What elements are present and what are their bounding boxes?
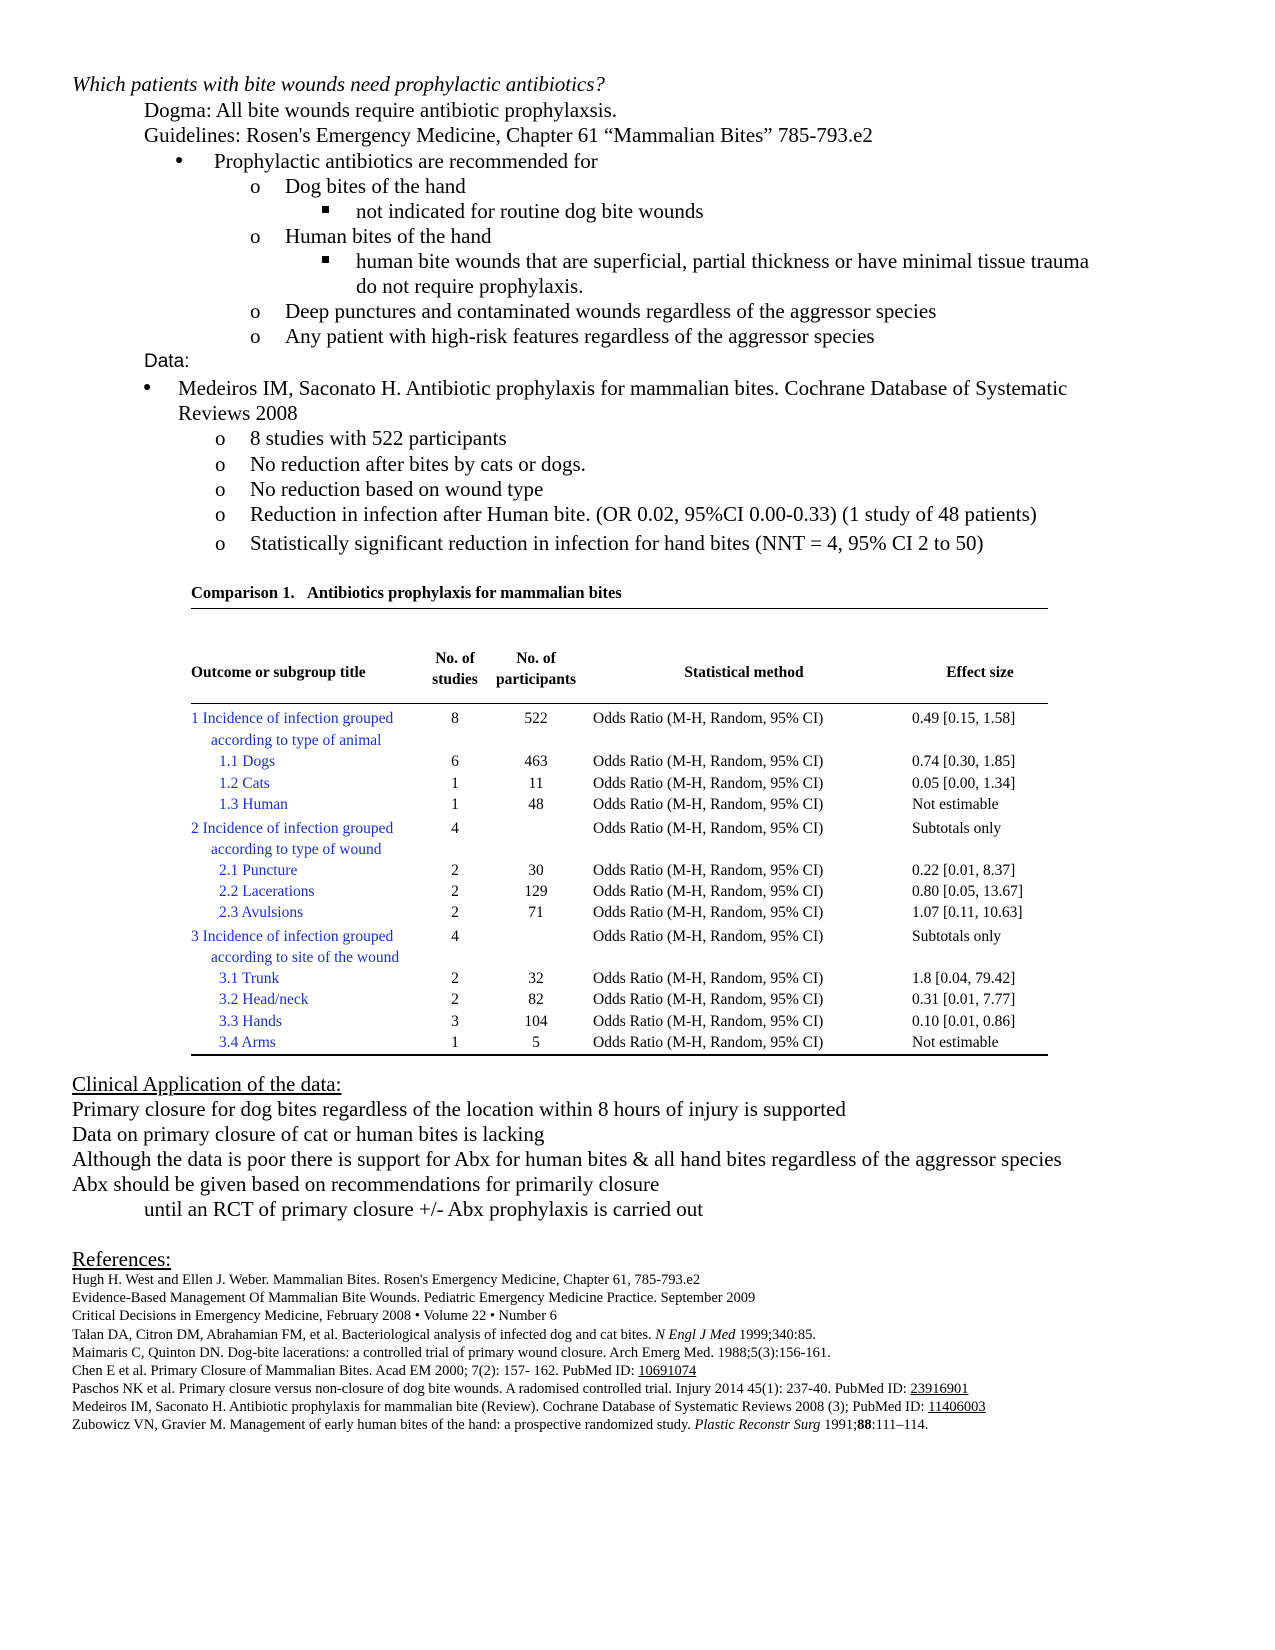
pubmed-link[interactable]: 23916901 [910,1381,969,1397]
row-studies: 4 [451,820,459,837]
clinical-line: Primary closure for dog bites regardless of the location within 8 hours of injury is supported [72,1097,846,1121]
question-heading: Which patients with bite wounds need prophylactic antibiotics? [72,72,605,96]
row-method: Odds Ratio (M-H, Random, 95% CI) [593,883,824,900]
row-effect: 0.22 [0.01, 8.37] [912,862,1016,879]
square-bullet-icon [322,206,329,213]
reference-text: Talan DA, Citron DM, Abrahamian FM, et al. Bacteriological analysis of infected dog and cat bites. [72,1327,656,1343]
row-participants: 32 [528,970,544,987]
row-effect: Not estimable [912,796,999,813]
header-rule [191,703,1048,704]
circle-bullet-icon: o [215,477,226,501]
row-method: Odds Ratio (M-H, Random, 95% CI) [593,820,824,837]
row-title[interactable]: 1 Incidence of infection grouped [191,710,394,727]
circle-bullet-icon: o [250,224,261,248]
row-effect: Subtotals only [912,820,1002,837]
reference-item: Evidence-Based Management Of Mammalian Bite Wounds. Pediatric Emergency Medicine Practice. September 2009 [72,1290,756,1306]
study-line-2: Reviews 2008 [178,401,298,425]
reference-text: 1991; [820,1417,858,1433]
pubmed-link[interactable]: 10691074 [638,1363,697,1379]
dog-note-item: not indicated for routine dog bite wounds [356,199,704,223]
bullet-icon: ● [175,153,184,168]
row-studies: 2 [451,904,459,921]
dogma-line: Dogma: All bite wounds require antibiotic prophylaxsis. [144,98,618,122]
row-studies: 4 [451,928,459,945]
row-participants: 48 [528,796,544,813]
row-effect: 0.49 [0.15, 1.58] [912,710,1016,727]
table-bottom-rule [191,1054,1048,1056]
row-method: Odds Ratio (M-H, Random, 95% CI) [593,928,824,945]
row-effect: Not estimable [912,1034,999,1051]
highrisk-item: Any patient with high-risk features regardless of the aggressor species [285,324,875,348]
row-participants: 11 [528,775,544,792]
reference-item [72,1326,816,1345]
row-studies: 8 [451,710,459,727]
study-point: No reduction based on wound type [250,477,544,501]
row-method: Odds Ratio (M-H, Random, 95% CI) [593,753,824,770]
row-studies: 2 [451,883,459,900]
row-participants: 129 [524,883,548,900]
volume-number: 88 [857,1417,872,1433]
row-effect: 0.05 [0.00, 1.34] [912,775,1016,792]
header-participants: participants [495,671,577,688]
row-participants: 463 [524,753,548,770]
reference-item [72,1380,968,1399]
circle-bullet-icon: o [215,452,226,476]
clinical-heading: Clinical Application of the data: [72,1072,342,1096]
guidelines-line: Guidelines: Rosen's Emergency Medicine, Chapter 61 “Mammalian Bites” 785-793.e2 [144,123,873,147]
study-point: Statistically significant reduction in infection for hand bites (NNT = 4, 95% CI 2 to 50) [250,531,984,555]
header-participants: No. of [516,650,556,667]
clinical-line: until an RCT of primary closure +/- Abx prophylaxis is carried out [144,1197,704,1221]
row-title[interactable]: 2.2 Lacerations [219,883,315,900]
row-title[interactable]: 3.1 Trunk [219,970,280,987]
reference-item [72,1398,986,1417]
row-participants: 71 [528,904,544,921]
row-effect: 1.8 [0.04, 79.42] [912,970,1016,987]
circle-bullet-icon: o [250,299,261,323]
study-point: 8 studies with 522 participants [250,426,507,450]
row-method: Odds Ratio (M-H, Random, 95% CI) [593,970,824,987]
row-title[interactable]: 2.1 Puncture [219,862,298,879]
human-note-line-2: do not require prophylaxis. [356,274,584,298]
row-studies: 2 [451,862,459,879]
row-title[interactable]: according to type of wound [211,841,382,858]
bullet-icon: ● [143,380,152,395]
row-participants: 82 [528,991,544,1008]
row-title[interactable]: 3 Incidence of infection grouped [191,928,394,945]
journal-name: N Engl J Med [655,1327,736,1343]
reference-text: 1999;340:85. [735,1327,816,1343]
row-method: Odds Ratio (M-H, Random, 95% CI) [593,775,824,792]
reference-text: Medeiros IM, Saconato H. Antibiotic prophylaxis for mammalian bite (Review). Cochrane Database of Systematic Reviews 2008 (3); PubMed ID: [72,1399,929,1415]
row-method: Odds Ratio (M-H, Random, 95% CI) [593,862,824,879]
row-participants: 522 [524,710,548,727]
header-studies: studies [432,671,478,688]
row-method: Odds Ratio (M-H, Random, 95% CI) [593,1013,824,1030]
study-line-1: Medeiros IM, Saconato H. Antibiotic prophylaxis for mammalian bites. Cochrane Database of Systematic [178,376,1068,400]
table-caption: Comparison 1. Antibiotics prophylaxis for mammalian bites [191,583,622,602]
circle-bullet-icon: o [215,426,226,450]
header-effect: Effect size [946,664,1014,681]
reference-text: Paschos NK et al. Primary closure versus non-closure of dog bite wounds. A radomised controlled trial. Injury 2014 45(1): 237-40. PubMed ID: [72,1381,911,1397]
journal-name: Plastic Reconstr Surg [694,1417,821,1433]
row-studies: 2 [451,970,459,987]
row-title[interactable]: according to site of the wound [211,949,400,966]
row-studies: 3 [451,1013,459,1030]
row-title[interactable]: 3.3 Hands [219,1013,282,1030]
caption-rule [191,608,1048,609]
header-outcome: Outcome or subgroup title [191,664,366,681]
circle-bullet-icon: o [215,502,226,526]
row-participants: 104 [524,1013,548,1030]
reference-item: Hugh H. West and Ellen J. Weber. Mammalian Bites. Rosen's Emergency Medicine, Chapter 61, 785-793.e2 [72,1272,701,1288]
row-studies: 6 [451,753,459,770]
row-effect: Subtotals only [912,928,1002,945]
row-title[interactable]: 1.3 Human [219,796,288,813]
header-studies: No. of [435,650,475,667]
row-effect: 0.10 [0.01, 0.86] [912,1013,1016,1030]
row-studies: 1 [451,775,459,792]
row-participants: 5 [532,1034,540,1051]
human-note-line-1: human bite wounds that are superficial, partial thickness or have minimal tissue trauma [356,249,1090,273]
square-bullet-icon [322,256,329,263]
row-title[interactable]: 2 Incidence of infection grouped [191,820,394,837]
clinical-line: Abx should be given based on recommendations for primarily closure [72,1172,660,1196]
clinical-line: Data on primary closure of cat or human bites is lacking [72,1122,545,1146]
row-title[interactable]: 1.2 Cats [219,775,270,792]
row-studies: 1 [451,1034,459,1051]
row-participants: 30 [528,862,544,879]
data-label: Data: [144,351,190,372]
row-title[interactable]: 3.2 Head/neck [219,991,309,1008]
references-heading: References: [72,1247,172,1271]
row-method: Odds Ratio (M-H, Random, 95% CI) [593,904,824,921]
row-studies: 1 [451,796,459,813]
pubmed-link[interactable]: 11406003 [928,1399,986,1415]
human-hand-item: Human bites of the hand [285,224,492,248]
reference-item [72,1416,928,1435]
row-effect: 0.74 [0.30, 1.85] [912,753,1016,770]
row-effect: 1.07 [0.11, 10.63] [912,904,1023,921]
study-point: Reduction in infection after Human bite. (OR 0.02, 95%CI 0.00-0.33) (1 study of 48 patients) [250,502,1037,526]
reference-text: :111–114. [871,1417,929,1433]
row-method: Odds Ratio (M-H, Random, 95% CI) [593,1034,824,1051]
row-title[interactable]: according to type of animal [211,732,382,749]
row-method: Odds Ratio (M-H, Random, 95% CI) [593,710,824,727]
row-method: Odds Ratio (M-H, Random, 95% CI) [593,991,824,1008]
circle-bullet-icon: o [215,531,226,555]
row-title[interactable]: 1.1 Dogs [219,753,275,770]
row-studies: 2 [451,991,459,1008]
reference-item: Critical Decisions in Emergency Medicine, February 2008 • Volume 22 • Number 6 [72,1308,557,1324]
circle-bullet-icon: o [250,174,261,198]
row-effect: 0.31 [0.01, 7.77] [912,991,1016,1008]
circle-bullet-icon: o [250,324,261,348]
header-method: Statistical method [684,664,804,681]
row-title[interactable]: 3.4 Arms [219,1034,276,1051]
study-point: No reduction after bites by cats or dogs. [250,452,586,476]
reference-item [72,1362,696,1381]
recommended-item: Prophylactic antibiotics are recommended for [214,149,598,173]
reference-text: Chen E et al. Primary Closure of Mammalian Bites. Acad EM 2000; 7(2): 157- 162. PubMed ID: [72,1363,639,1379]
row-title[interactable]: 2.3 Avulsions [219,904,304,921]
clinical-line: Although the data is poor there is support for Abx for human bites & all hand bites regardless of the aggressor species [72,1147,1062,1171]
dog-hand-item: Dog bites of the hand [285,174,466,198]
row-method: Odds Ratio (M-H, Random, 95% CI) [593,796,824,813]
reference-item: Maimaris C, Quinton DN. Dog-bite lacerations: a controlled trial of primary wound closure. Arch Emerg Med. 1988;5(3):156-161. [72,1345,831,1361]
deep-item: Deep punctures and contaminated wounds regardless of the aggressor species [285,299,937,323]
reference-text: Zubowicz VN, Gravier M. Management of early human bites of the hand: a prospective randomized study. [72,1417,695,1433]
row-effect: 0.80 [0.05, 13.67] [912,883,1024,900]
